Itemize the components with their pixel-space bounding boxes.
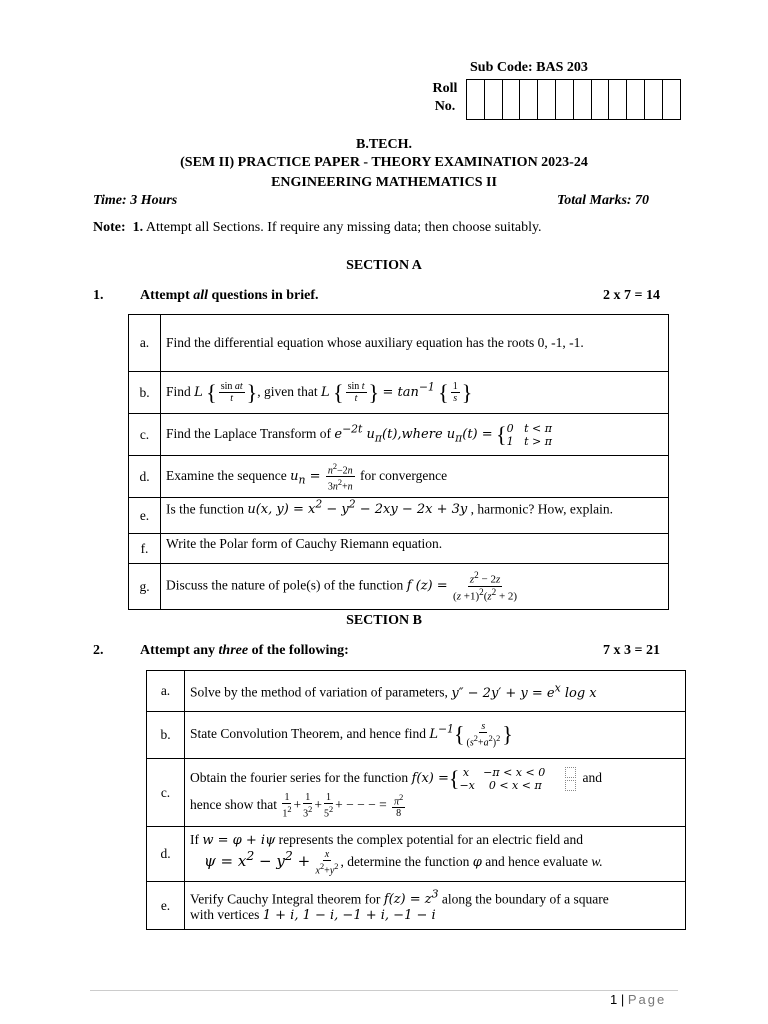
question-label: f. bbox=[129, 534, 161, 564]
question-row bbox=[129, 498, 669, 534]
question-row bbox=[147, 827, 686, 882]
question-text: Verify Cauchy Integral theorem for $f(z) = z^3$ along the boundary of a square with vertices 1 + i, 1 − i, −1 + i, −1 − i bbox=[185, 882, 686, 930]
question-row bbox=[147, 712, 686, 759]
section-b-title: SECTION B bbox=[346, 613, 422, 628]
question-text: Find L { $\frac{\text{sin at}}{t}$ }, given that L { $\frac{\text{sin t}}{t}$ } = $\tan^{-1}$ { $\frac{1}{s}$ } bbox=[161, 372, 669, 414]
question-text: Find the Laplace Transform of $e^{-2t}$ $u_\pi(t),where$ $u_\pi(t)$ = { 0 t < π 1 t > π bbox=[161, 414, 669, 456]
question-row bbox=[129, 315, 669, 372]
note bbox=[93, 220, 542, 236]
page-footer: 1 | Page bbox=[610, 992, 667, 1007]
question-text: Find the differential equation whose auxiliary equation has the roots 0, -1, -1. bbox=[161, 315, 669, 372]
note-number: 1. bbox=[132, 220, 144, 235]
question-text: Solve by the method of variation of parameters, $y'' - 2y' + y = e^x$ log x bbox=[185, 671, 686, 712]
section-a-title: SECTION A bbox=[346, 258, 422, 273]
question-text: Discuss the nature of pole(s) of the function f (z) = $\frac{z^2 - 2z}{(z +1)^2(z^2 + 2)}$ bbox=[161, 564, 669, 610]
degree-title: B.TECH. bbox=[355, 137, 412, 152]
question-row bbox=[129, 414, 669, 456]
sub-code: Sub Code: BAS 203 bbox=[470, 60, 588, 75]
question-row bbox=[147, 759, 686, 827]
q1-number: 1. bbox=[93, 288, 104, 303]
page-number: 1 bbox=[610, 992, 618, 1007]
note-text: Attempt all Sections. If require any missing data; then choose suitably. bbox=[145, 220, 542, 235]
q1-instruction: Attempt all questions in brief. bbox=[140, 288, 319, 303]
roll-label: Roll No. bbox=[432, 81, 458, 114]
note-label: Note: bbox=[93, 220, 126, 235]
question-text: If w = φ + iψ represents the complex potential for an electric field and $\psi = x^2 - y^2$ + $\frac{x}{x^2+y^2}$ , determine the function φ and hence evaluate w. bbox=[185, 827, 686, 882]
question-text: Obtain the fourier series for the function f(x) ={ x −π < x < 0 −x 0 < x < π and hence show that $\frac{1}{1^2}$ + $\frac{1}{3^2}$ + $\frac{1}{5^2}$ + − − − = $\frac{\pi^2}{8}$ bbox=[185, 759, 686, 827]
section-a-table bbox=[128, 314, 669, 610]
question-text: Write the Polar form of Cauchy Riemann equation. bbox=[161, 534, 669, 564]
page-word: Page bbox=[627, 992, 667, 1007]
question-label: e. bbox=[147, 882, 185, 930]
question-row bbox=[129, 564, 669, 610]
question-text: Is the function u(x, $y) = x^2 - y^2 - 2xy - 2x + 3y$ , harmonic? How, explain. bbox=[161, 498, 669, 534]
question-text: Examine the sequence $u_n$ = $\frac{n^2-2n}{3n^2+n}$ for convergence bbox=[161, 456, 669, 498]
total-marks: Total Marks: 70 bbox=[557, 193, 650, 208]
question-row bbox=[147, 882, 686, 930]
roll-number-boxes bbox=[466, 79, 681, 120]
question-row bbox=[129, 372, 669, 414]
footer-divider bbox=[90, 990, 678, 991]
section-b-table bbox=[146, 670, 686, 930]
question-label: g. bbox=[129, 564, 161, 610]
time-allowed: Time: 3 Hours bbox=[93, 193, 178, 208]
question-row bbox=[129, 456, 669, 498]
exam-title: (SEM II) PRACTICE PAPER - THEORY EXAMINATION 2023-24 bbox=[180, 155, 588, 170]
question-label: b. bbox=[129, 372, 161, 414]
question-row bbox=[129, 534, 669, 564]
question-label: c. bbox=[129, 414, 161, 456]
question-row bbox=[147, 671, 686, 712]
q2-number: 2. bbox=[93, 643, 104, 658]
question-text: State Convolution Theorem, and hence find $L^{-1}${ $\frac{s}{(s^2+a^2)^2}$ } bbox=[185, 712, 686, 759]
q2-marks: 7 x 3 = 21 bbox=[603, 643, 660, 658]
question-label: a. bbox=[147, 671, 185, 712]
q2-instruction: Attempt any three of the following: bbox=[140, 643, 349, 658]
question-label: e. bbox=[129, 498, 161, 534]
q1-marks: 2 x 7 = 14 bbox=[603, 288, 660, 303]
question-label: b. bbox=[147, 712, 185, 759]
subject-title: ENGINEERING MATHEMATICS II bbox=[271, 175, 497, 190]
question-label: d. bbox=[129, 456, 161, 498]
question-label: d. bbox=[147, 827, 185, 882]
question-label: a. bbox=[129, 315, 161, 372]
question-label: c. bbox=[147, 759, 185, 827]
